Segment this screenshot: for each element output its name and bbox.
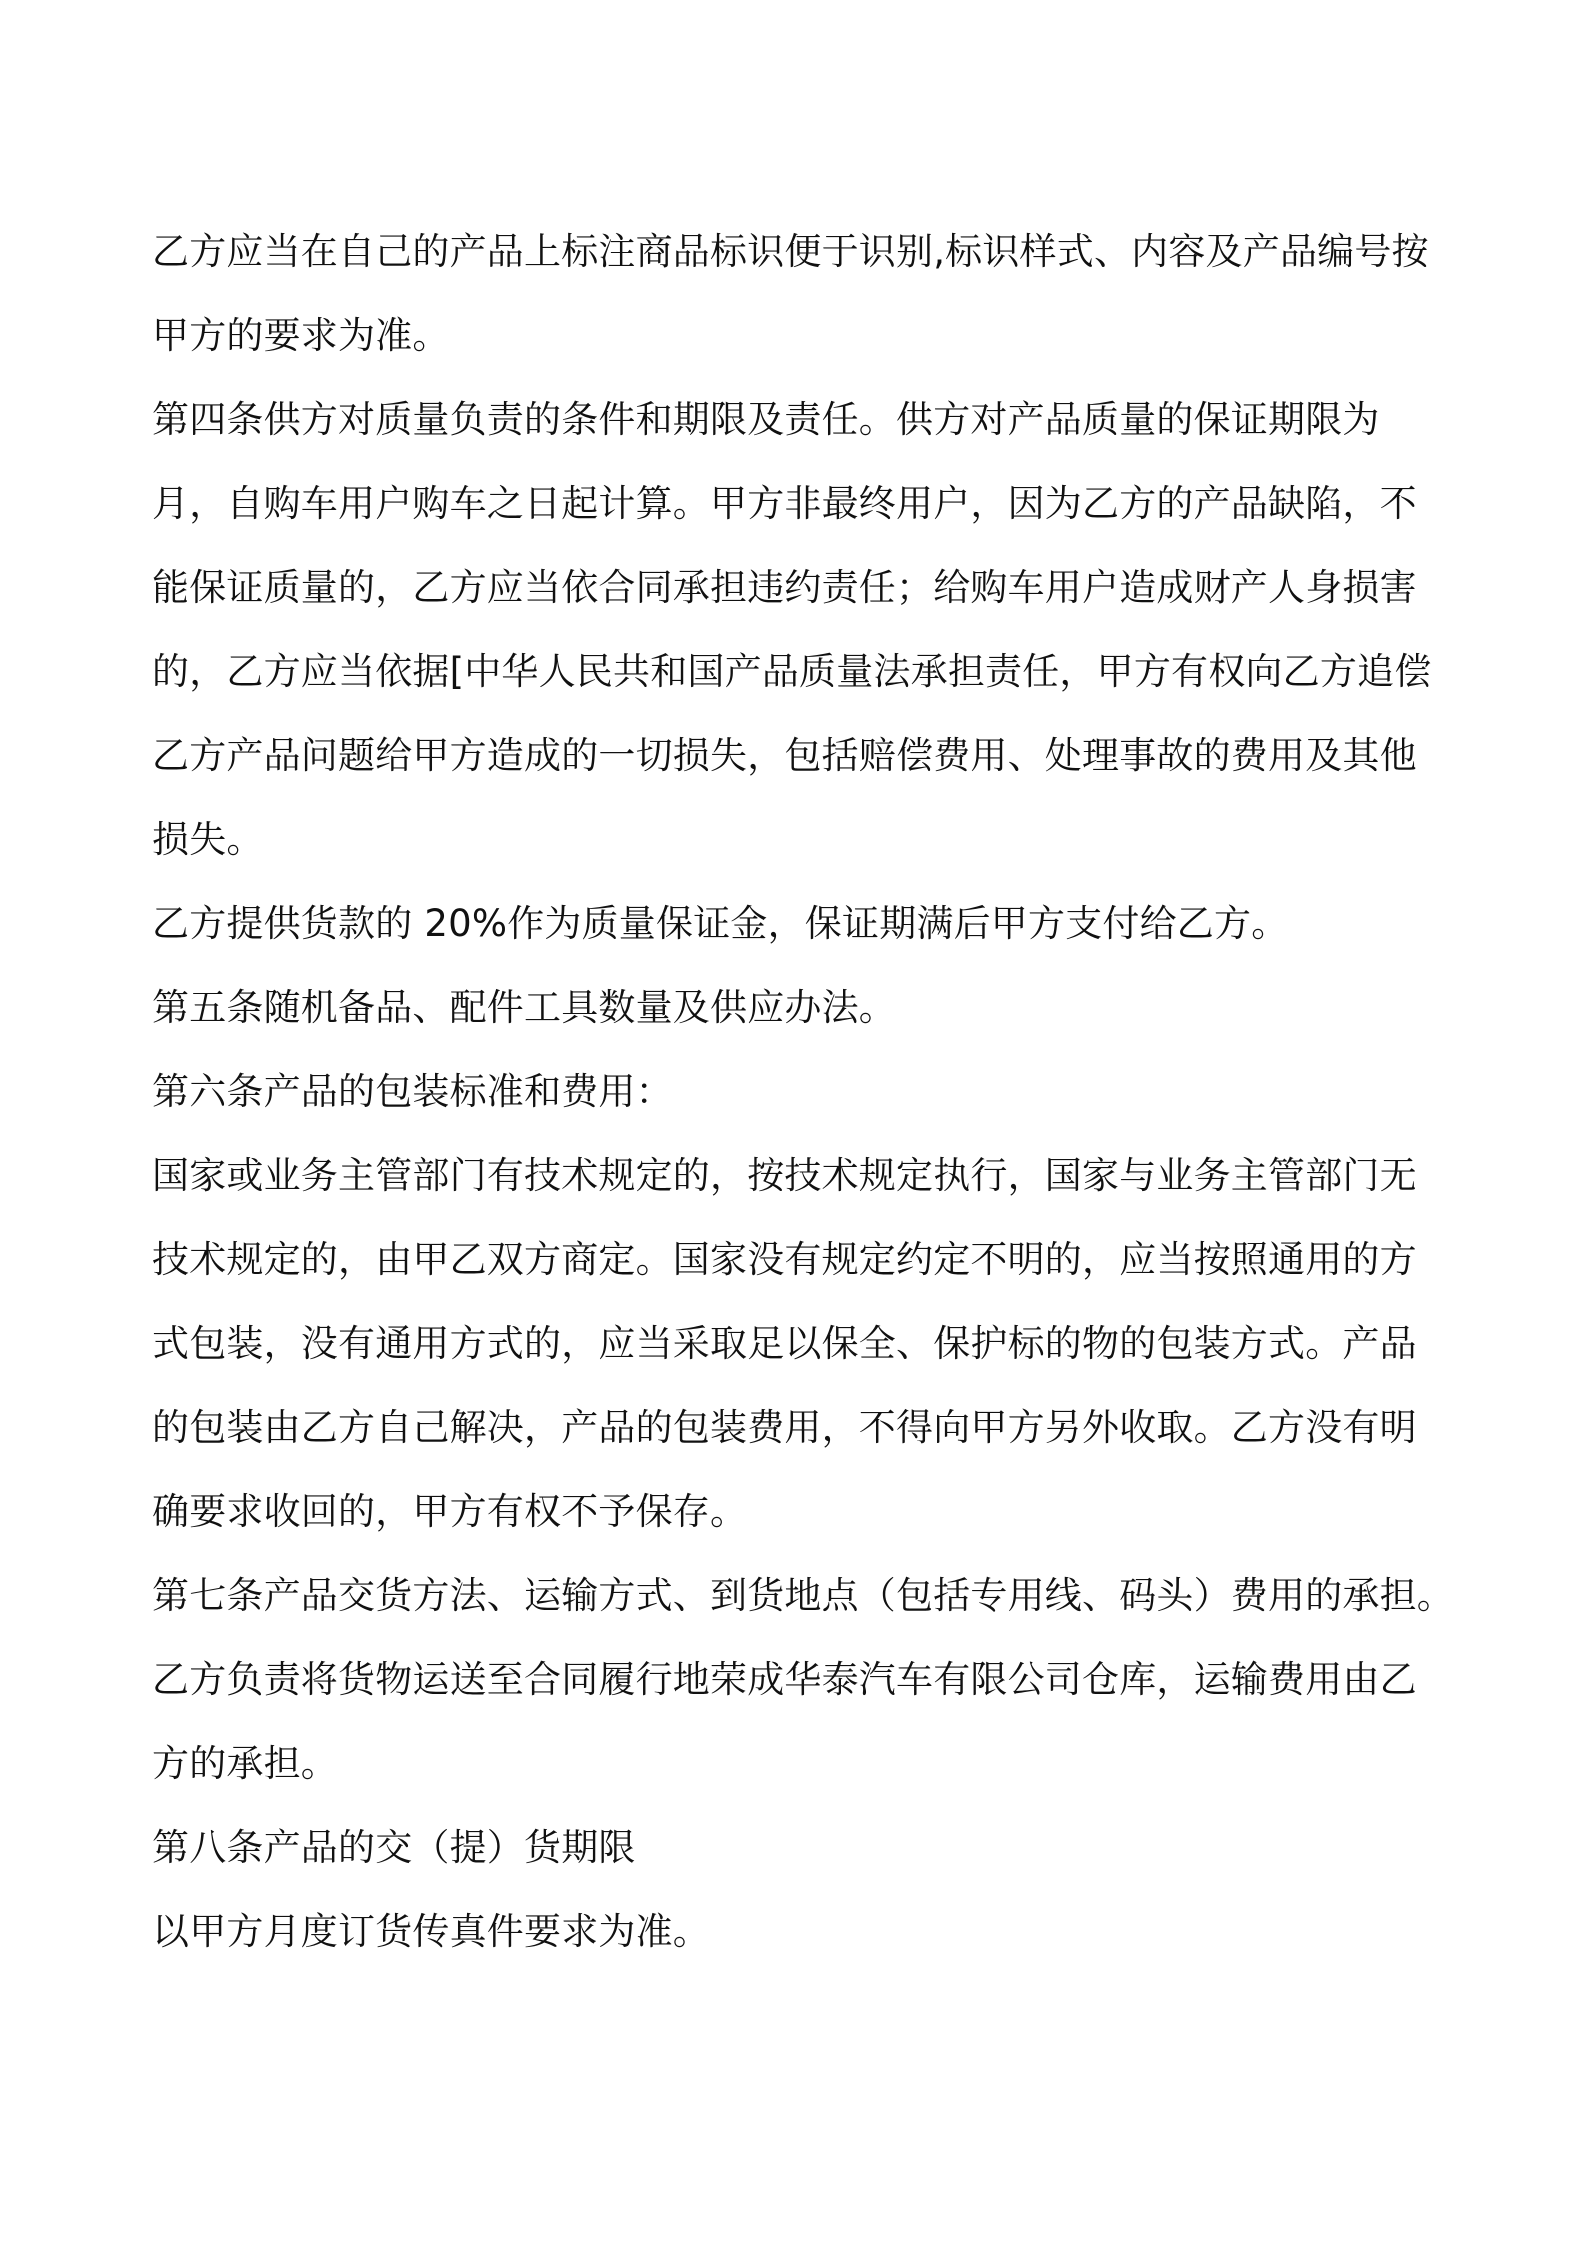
text-line: 第五条随机备品、配件工具数量及供应办法。 bbox=[152, 986, 896, 1029]
text-line: 乙方产品问题给甲方造成的一切损失，包括赔偿费用、处理事故的费用及其他 bbox=[152, 734, 1417, 777]
text-line: 以甲方月度订货传真件要求为准。 bbox=[152, 1910, 710, 1953]
text-line: 第四条供方对质量负责的条件和期限及责任。供方对产品质量的保证期限为 bbox=[152, 398, 1380, 441]
text-line: 第六条产品的包装标准和费用： bbox=[152, 1070, 673, 1113]
text-line: 确要求收回的，甲方有权不予保存。 bbox=[152, 1490, 748, 1533]
text-line: 的，乙方应当依据[中华人民共和国产品质量法承担责任，甲方有权向乙方追偿 bbox=[152, 650, 1432, 693]
text-line: 能保证质量的，乙方应当依合同承担违约责任；给购车用户造成财产人身损害 bbox=[152, 566, 1417, 609]
text-line: 第七条产品交货方法、运输方式、到货地点（包括专用线、码头）费用的承担。 bbox=[152, 1574, 1454, 1617]
text-line: 国家或业务主管部门有技术规定的，按技术规定执行，国家与业务主管部门无 bbox=[152, 1154, 1417, 1197]
text-line: 技术规定的，由甲乙双方商定。国家没有规定约定不明的，应当按照通用的方 bbox=[152, 1238, 1417, 1281]
text-line: 损失。 bbox=[152, 818, 264, 861]
text-line: 月，自购车用户购车之日起计算。甲方非最终用户，因为乙方的产品缺陷，不 bbox=[152, 482, 1417, 525]
text-line: 乙方提供货款的 20%作为质量保证金，保证期满后甲方支付给乙方。 bbox=[152, 902, 1289, 945]
text-line: 甲方的要求为准。 bbox=[152, 314, 450, 357]
text-line: 的包装由乙方自己解决，产品的包装费用，不得向甲方另外收取。乙方没有明 bbox=[152, 1406, 1417, 1449]
document-body bbox=[152, 210, 1452, 1974]
text-line: 乙方负责将货物运送至合同履行地荣成华泰汽车有限公司仓库，运输费用由乙 bbox=[152, 1658, 1417, 1701]
text-line: 乙方应当在自己的产品上标注商品标识便于识别,标识样式、内容及产品编号按 bbox=[152, 230, 1429, 273]
text-line: 方的承担。 bbox=[152, 1742, 338, 1785]
text-line: 式包装，没有通用方式的，应当采取足以保全、保护标的物的包装方式。产品 bbox=[152, 1322, 1417, 1365]
text-line: 第八条产品的交（提）货期限 bbox=[152, 1826, 636, 1869]
